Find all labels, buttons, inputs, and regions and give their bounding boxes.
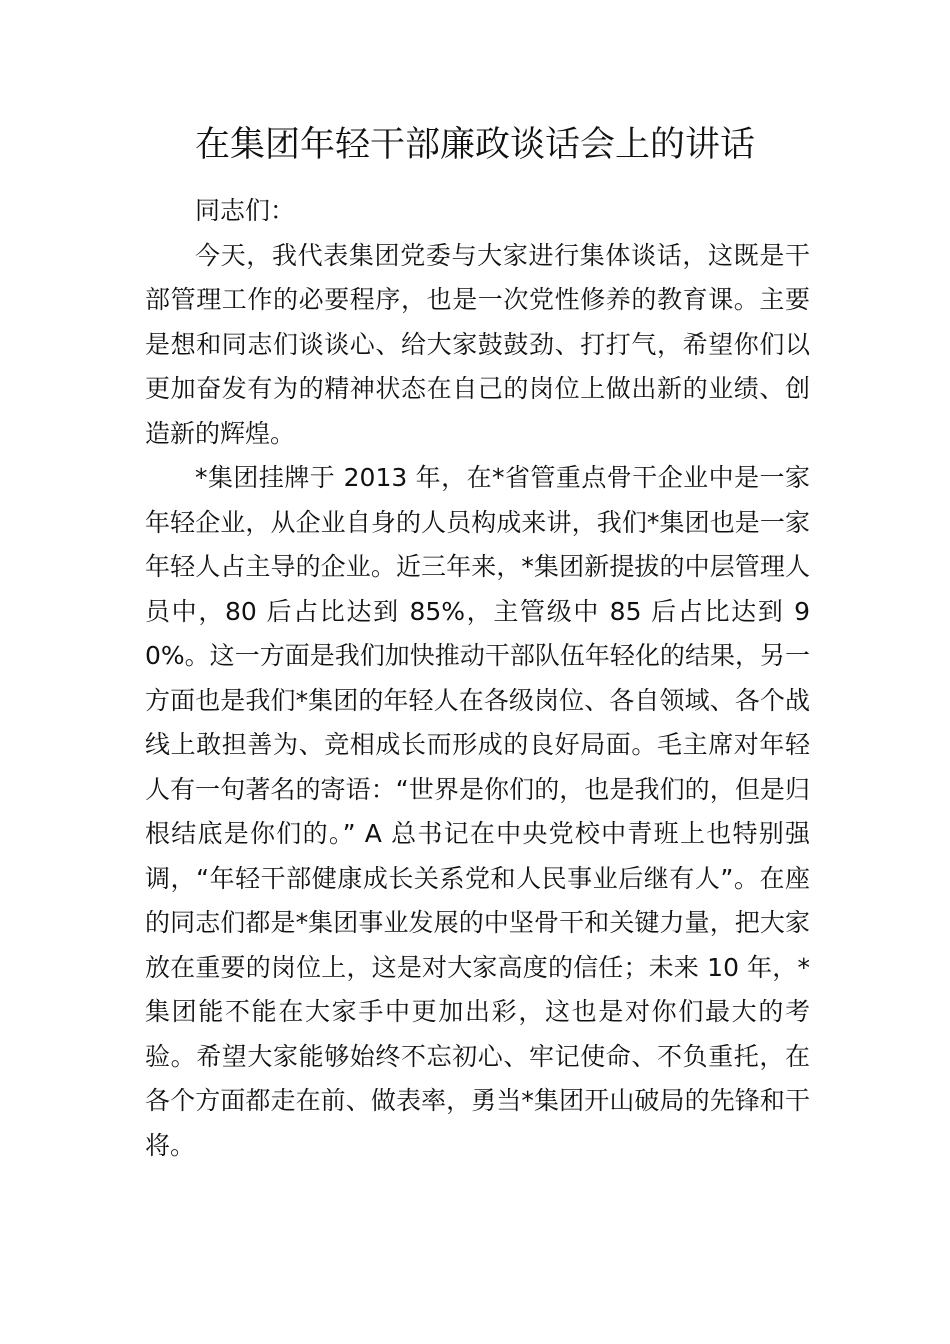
paragraph-2: *集团挂牌于 2013 年，在*省管重点骨干企业中是一家年轻企业，从企业自身的人员构成来讲，我们*集团也是一家年轻人占主导的企业。近三年来，*集团新提拔的中层管理人员中，80 后占比达到 85%，主管级中 85 后占比达到 90%。这一方面是我们加快推动干部队伍年轻化的结果，另一方面也是我们*集团的年轻人在各级岗位、各自领域、各个战线上敢担善为、竞相成长而形成的良好局面。毛主席对年轻人有一句著名的寄语：“世界是你们的，也是我们的，但是归根结底是你们的。” A 总书记在中央党校中青班上也特别强调，“年轻干部健康成长关系党和人民事业后继有人”。在座的同志们都是*集团事业发展的中坚骨干和关键力量，把大家放在重要的岗位上，这是对大家高度的信任；未来 10 年，*集团能不能在大家手中更加出彩，这也是对你们最大的考验。希望大家能够始终不忘初心、牢记使命、不负重托，在各个方面都走在前、做表率，勇当*集团开山破局的先锋和干将。 (145, 463, 810, 1160)
paragraph-1: 今天，我代表集团党委与大家进行集体谈话，这既是干部管理工作的必要程序，也是一次党性修养的教育课。主要是想和同志们谈谈心、给大家鼓鼓劲、打打气，希望你们以更加奋发有为的精神状态在自己的岗位上做出新的业绩、创造新的辉煌。 (145, 240, 810, 448)
document-body (145, 189, 810, 1168)
salutation: 同志们： (195, 196, 296, 225)
document-title: 在集团年轻干部廉政谈话会上的讲话 (194, 125, 755, 165)
